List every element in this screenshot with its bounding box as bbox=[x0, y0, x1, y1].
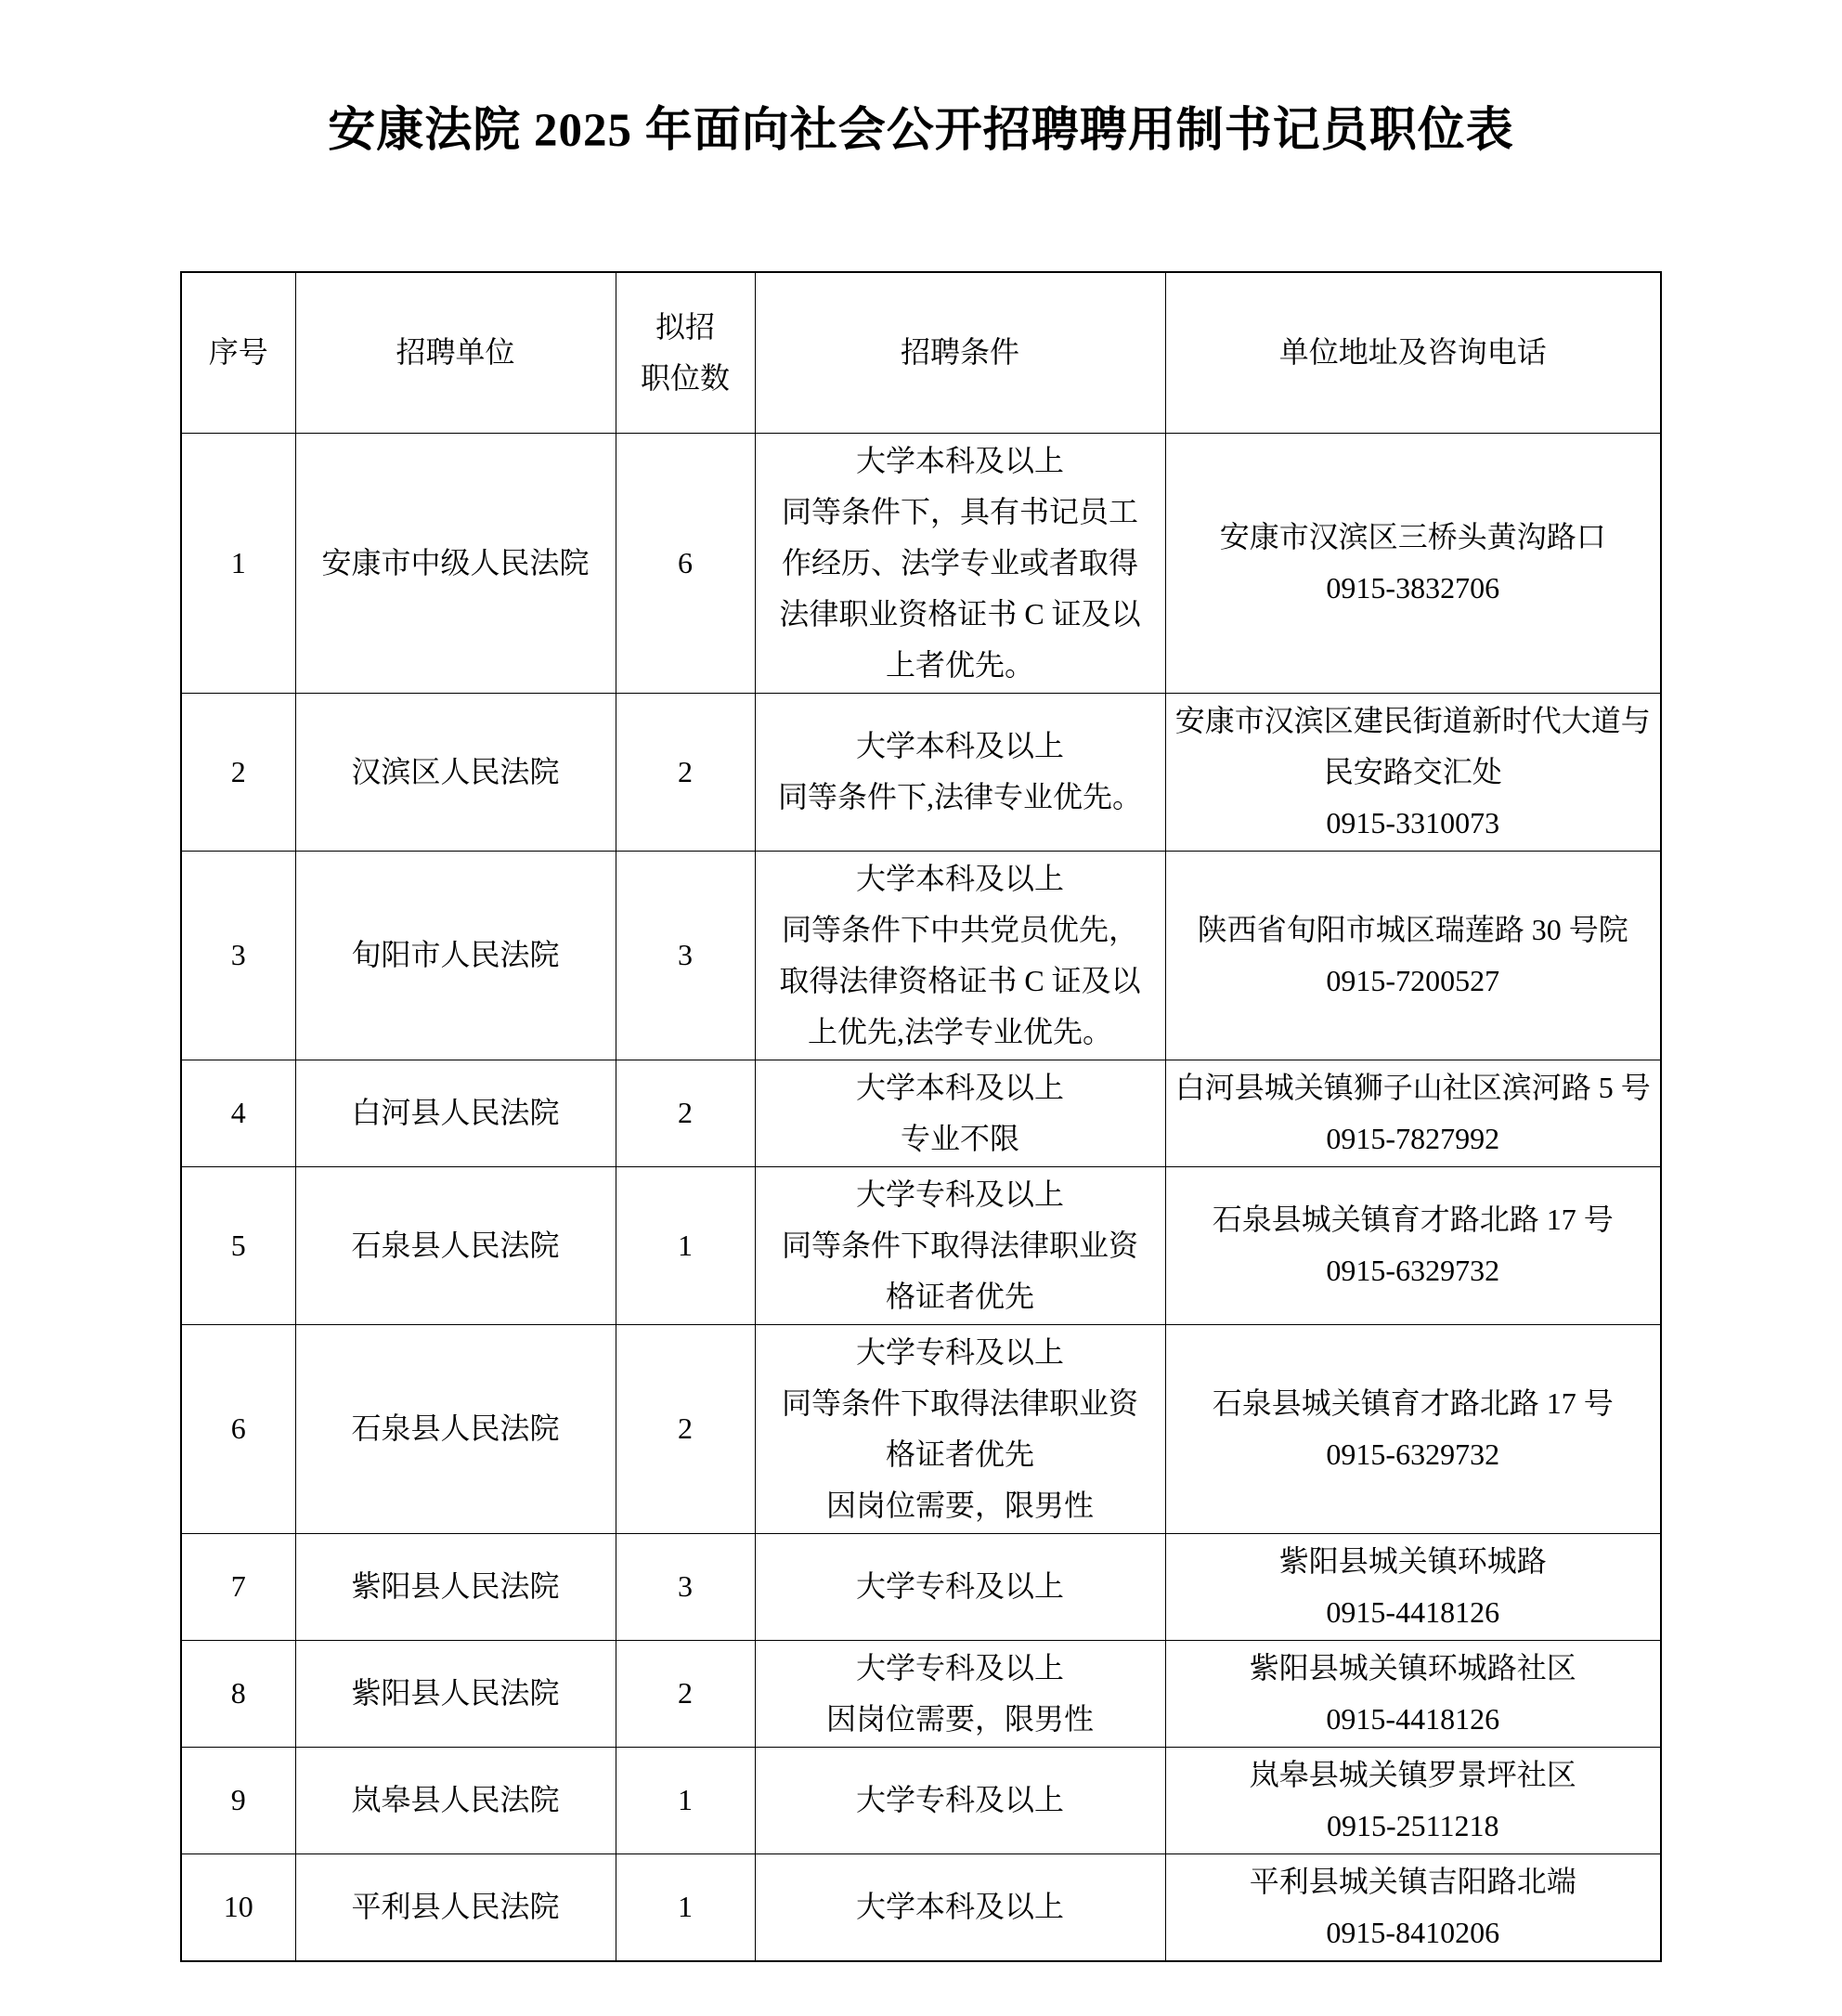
cell-text-line: 0915-3832706 bbox=[1326, 571, 1500, 605]
cell-text-line: 2 bbox=[678, 1096, 693, 1129]
cell-index bbox=[181, 1747, 295, 1853]
cell-count bbox=[616, 433, 755, 693]
cell-text-line: 大学本科及以上 bbox=[855, 729, 1064, 762]
cell-text-line: 大学专科及以上 bbox=[855, 1650, 1064, 1684]
cell-count bbox=[616, 1060, 755, 1166]
header-row bbox=[181, 272, 1661, 433]
cell-text-line: 大学本科及以上 bbox=[855, 1890, 1064, 1923]
table-row bbox=[181, 1853, 1661, 1961]
cell-text-line: 8 bbox=[230, 1676, 246, 1710]
cell-conditions bbox=[755, 693, 1165, 851]
table-row bbox=[181, 1533, 1661, 1640]
cell-contact bbox=[1165, 1853, 1661, 1961]
cell-conditions bbox=[755, 1640, 1165, 1747]
cell-text-line: 0915-7200527 bbox=[1326, 963, 1500, 997]
page-title: 安康法院 2025 年面向社会公开招聘聘用制书记员职位表 bbox=[328, 105, 1514, 157]
cell-text-line: 平利县人民法院 bbox=[351, 1890, 560, 1923]
cell-text-line: 因岗位需要，限男性 bbox=[825, 1488, 1094, 1522]
cell-text-line: 大学专科及以上 bbox=[855, 1177, 1064, 1211]
table-row bbox=[181, 1640, 1661, 1747]
cell-text-line: 安康市中级人民法院 bbox=[321, 545, 590, 579]
cell-conditions bbox=[755, 1166, 1165, 1324]
cell-conditions bbox=[755, 1324, 1165, 1533]
cell-text-line: 3 bbox=[678, 1569, 693, 1603]
table-row bbox=[181, 433, 1661, 693]
cell-text-line: 0915-6329732 bbox=[1326, 1437, 1500, 1471]
cell-unit bbox=[295, 851, 616, 1060]
col-header-count bbox=[616, 272, 755, 433]
cell-index bbox=[181, 851, 295, 1060]
cell-text-line: 6 bbox=[678, 545, 693, 579]
cell-index bbox=[181, 433, 295, 693]
cell-text-line: 白河县城关镇狮子山社区滨河路 5 号 bbox=[1174, 1070, 1651, 1104]
cell-text-line: 1 bbox=[678, 1890, 693, 1923]
cell-text-line: 0915-8410206 bbox=[1326, 1915, 1500, 1949]
cell-conditions bbox=[755, 1060, 1165, 1166]
cell-text-line: 同等条件下取得法律职业资 bbox=[781, 1228, 1138, 1262]
cell-text-line: 10 bbox=[223, 1890, 253, 1923]
cell-text-line: 0915-4418126 bbox=[1326, 1701, 1500, 1736]
cell-unit bbox=[295, 1324, 616, 1533]
cell-text-line: 序号 bbox=[208, 335, 268, 370]
cell-text-line: 招聘单位 bbox=[396, 335, 515, 370]
cell-conditions bbox=[755, 1853, 1165, 1961]
cell-text-line: 同等条件下,法律专业优先。 bbox=[777, 780, 1142, 813]
cell-text-line: 大学本科及以上 bbox=[855, 861, 1064, 895]
cell-text-line: 1 bbox=[678, 1783, 693, 1816]
cell-count bbox=[616, 1533, 755, 1640]
cell-count bbox=[616, 1640, 755, 1747]
cell-count bbox=[616, 1853, 755, 1961]
cell-text-line: 专业不限 bbox=[900, 1121, 1019, 1155]
cell-text-line: 紫阳县人民法院 bbox=[351, 1676, 560, 1710]
cell-index bbox=[181, 1640, 295, 1747]
cell-unit bbox=[295, 1853, 616, 1961]
cell-text-line: 石泉县城关镇育才路北路 17 号 bbox=[1212, 1385, 1614, 1420]
cell-text-line: 2 bbox=[678, 1411, 693, 1445]
positions-table bbox=[180, 271, 1662, 1962]
cell-index bbox=[181, 1166, 295, 1324]
cell-text-line: 格证者优先 bbox=[885, 1279, 1034, 1313]
cell-contact bbox=[1165, 1640, 1661, 1747]
cell-text-line: 同等条件下，具有书记员工 bbox=[781, 494, 1138, 528]
cell-unit bbox=[295, 693, 616, 851]
table-row bbox=[181, 851, 1661, 1060]
cell-conditions bbox=[755, 433, 1165, 693]
cell-text-line: 上者优先。 bbox=[885, 647, 1034, 682]
cell-count bbox=[616, 1166, 755, 1324]
col-header-unit bbox=[295, 272, 616, 433]
cell-text-line: 石泉县人民法院 bbox=[351, 1411, 560, 1445]
cell-text-line: 石泉县城关镇育才路北路 17 号 bbox=[1212, 1203, 1614, 1236]
cell-text-line: 上优先,法学专业优先。 bbox=[807, 1014, 1112, 1048]
cell-text-line: 汉滨区人民法院 bbox=[351, 754, 560, 788]
cell-unit bbox=[295, 1166, 616, 1324]
cell-text-line: 平利县城关镇吉阳路北端 bbox=[1249, 1864, 1576, 1898]
cell-text-line: 大学本科及以上 bbox=[855, 1070, 1064, 1104]
table-row bbox=[181, 1166, 1661, 1324]
cell-text-line: 4 bbox=[230, 1096, 246, 1129]
cell-text-line: 3 bbox=[678, 938, 693, 971]
cell-text-line: 同等条件下取得法律职业资 bbox=[781, 1385, 1138, 1420]
cell-text-line: 2 bbox=[678, 1676, 693, 1710]
cell-contact bbox=[1165, 1166, 1661, 1324]
cell-contact bbox=[1165, 433, 1661, 693]
cell-contact bbox=[1165, 693, 1661, 851]
cell-text-line: 取得法律资格证书 C 证及以 bbox=[779, 963, 1141, 997]
cell-text-line: 职位数 bbox=[640, 360, 730, 395]
cell-unit bbox=[295, 1747, 616, 1853]
cell-text-line: 0915-2511218 bbox=[1327, 1808, 1499, 1842]
cell-text-line: 旬阳市人民法院 bbox=[351, 938, 560, 971]
table-row bbox=[181, 1060, 1661, 1166]
cell-text-line: 大学专科及以上 bbox=[855, 1334, 1064, 1369]
cell-text-line: 陕西省旬阳市城区瑞莲路 30 号院 bbox=[1197, 912, 1628, 946]
cell-text-line: 岚皋县人民法院 bbox=[351, 1783, 560, 1816]
table-row bbox=[181, 1324, 1661, 1533]
cell-count bbox=[616, 851, 755, 1060]
cell-contact bbox=[1165, 1324, 1661, 1533]
cell-conditions bbox=[755, 851, 1165, 1060]
cell-conditions bbox=[755, 1533, 1165, 1640]
cell-contact bbox=[1165, 1060, 1661, 1166]
cell-text-line: 单位地址及咨询电话 bbox=[1278, 335, 1547, 370]
cell-text-line: 紫阳县城关镇环城路社区 bbox=[1249, 1650, 1576, 1684]
cell-count bbox=[616, 1324, 755, 1533]
col-header-index bbox=[181, 272, 295, 433]
cell-index bbox=[181, 1324, 295, 1533]
cell-text-line: 大学本科及以上 bbox=[855, 443, 1064, 477]
cell-text-line: 0915-3310073 bbox=[1326, 805, 1500, 839]
cell-contact bbox=[1165, 851, 1661, 1060]
cell-text-line: 7 bbox=[230, 1569, 246, 1603]
cell-index bbox=[181, 1533, 295, 1640]
cell-text-line: 0915-6329732 bbox=[1326, 1254, 1500, 1287]
cell-index bbox=[181, 1853, 295, 1961]
cell-text-line: 1 bbox=[678, 1228, 693, 1262]
cell-text-line: 招聘条件 bbox=[900, 335, 1019, 370]
cell-text-line: 石泉县人民法院 bbox=[351, 1228, 560, 1262]
cell-text-line: 安康市汉滨区建民街道新时代大道与 bbox=[1174, 703, 1651, 737]
table-body bbox=[181, 433, 1661, 1961]
cell-text-line: 9 bbox=[230, 1783, 246, 1816]
table-row bbox=[181, 1747, 1661, 1853]
cell-text-line: 岚皋县城关镇罗景坪社区 bbox=[1249, 1757, 1576, 1791]
cell-text-line: 白河县人民法院 bbox=[351, 1096, 560, 1129]
cell-text-line: 因岗位需要，限男性 bbox=[825, 1701, 1094, 1736]
cell-count bbox=[616, 1747, 755, 1853]
cell-unit bbox=[295, 1533, 616, 1640]
cell-text-line: 同等条件下中共党员优先， bbox=[781, 912, 1138, 946]
cell-text-line: 6 bbox=[230, 1411, 246, 1445]
cell-text-line: 紫阳县人民法院 bbox=[351, 1569, 560, 1603]
cell-text-line: 民安路交汇处 bbox=[1323, 754, 1502, 788]
cell-unit bbox=[295, 1060, 616, 1166]
cell-text-line: 2 bbox=[230, 754, 246, 788]
cell-index bbox=[181, 1060, 295, 1166]
cell-text-line: 大学专科及以上 bbox=[855, 1783, 1064, 1816]
cell-text-line: 0915-4418126 bbox=[1326, 1594, 1500, 1629]
table-row bbox=[181, 693, 1661, 851]
cell-text-line: 5 bbox=[230, 1228, 246, 1262]
cell-text-line: 3 bbox=[230, 938, 246, 971]
cell-text-line: 拟招 bbox=[655, 309, 715, 344]
cell-text-line: 紫阳县城关镇环城路 bbox=[1278, 1543, 1547, 1578]
cell-text-line: 1 bbox=[230, 545, 246, 579]
cell-count bbox=[616, 693, 755, 851]
cell-text-line: 格证者优先 bbox=[885, 1437, 1034, 1471]
col-header-contact bbox=[1165, 272, 1661, 433]
cell-text-line: 安康市汉滨区三桥头黄沟路口 bbox=[1219, 520, 1606, 553]
cell-unit bbox=[295, 433, 616, 693]
cell-conditions bbox=[755, 1747, 1165, 1853]
cell-unit bbox=[295, 1640, 616, 1747]
cell-text-line: 0915-7827992 bbox=[1326, 1121, 1500, 1155]
cell-contact bbox=[1165, 1533, 1661, 1640]
cell-text-line: 大学专科及以上 bbox=[855, 1569, 1064, 1603]
cell-index bbox=[181, 693, 295, 851]
cell-text-line: 2 bbox=[678, 754, 693, 788]
cell-contact bbox=[1165, 1747, 1661, 1853]
cell-text-line: 作经历、法学专业或者取得 bbox=[781, 545, 1138, 579]
col-header-conditions bbox=[755, 272, 1165, 433]
cell-text-line: 法律职业资格证书 C 证及以 bbox=[779, 596, 1141, 631]
